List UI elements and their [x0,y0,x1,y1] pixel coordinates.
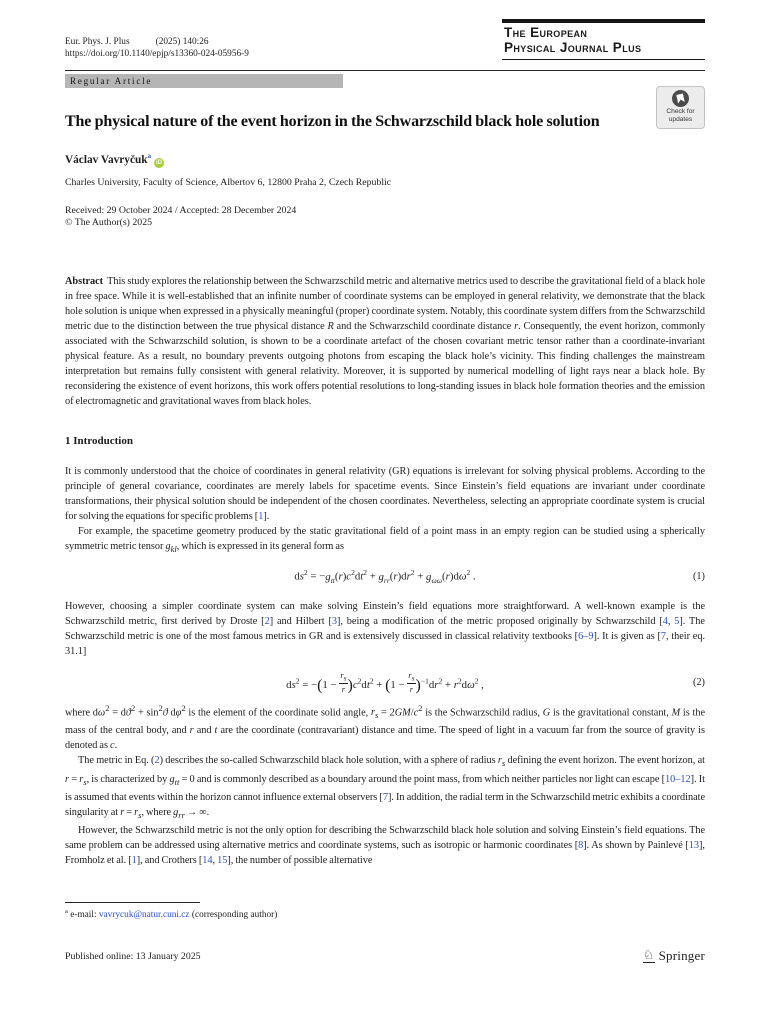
publisher-logo [643,948,705,964]
body-paragraph-3: However, choosing a simpler coordinate system can make solving Einstein’s field equations more straightforward. A well-known example is the Schwarzschild metric, first derived by Droste [2] and Hilbert [3], being a modification of the metric proposed originally by Schwarzschild [4, 5]. The Schwarzschild metric is one of the most famous metrics in GR and is extensively discussed in classical relativity textbooks [6–9]. It is given as [7, their eq. 31.1] [65,600,706,657]
citation-link[interactable]: 14 [202,854,213,866]
citation-link[interactable]: 2 [264,615,270,627]
citation-link[interactable]: 10–12 [665,773,691,785]
body-paragraph-4: where $d\omega^2 = dϑ^2 + \sin^2ϑ$ $d\varphi^2$ is the element of the coordinate solid angle, $r_s = 2GM/c^2$ is the Schwarzschild radius, G is the gravitational constant, M is the mass of the central body, and r and t are the coordinate (contravariant) distance and time. The speed of light in a vacuum far from the source of gravity is denoted as c. [65,702,705,752]
citation-link[interactable]: 13 [688,839,700,851]
citation-link[interactable]: 6–9 [578,630,594,642]
section-heading-introduction: 1 Introduction [65,435,133,447]
citation-link[interactable]: 7 [660,630,667,642]
published-online: Published online: 13 January 2025 [65,950,201,962]
journal-citation [65,36,249,60]
abstract-label: Abstract [65,276,104,287]
article-type-bar: Regular Article [65,74,343,88]
intro-paragraph-1: It is commonly understood that the choice of coordinates in general relativity (GR) equations is irrelevant for solving physical problems. According to the principle of general covariance, coordinates are merely labels for spacetime events. Since Einstein’s field equations are invariant under coordinate transformations, their physical solution should be independent of the chosen coordinates. Nevertheless, selecting an appropriate coordinate system is crucial for solving the equations for specific problems [1]. [65,466,705,522]
footnote-rule [65,902,200,903]
page-footer [65,948,705,964]
publisher-name: Springer [658,948,705,963]
equation-2-number: (2) [692,677,705,689]
citation-link[interactable]: 1 [258,511,264,522]
body-paragraph-5: The metric in Eq. (2) describes the so-called Schwarzschild black hole solution, with a sphere of radius $r_s$ defining the event horizon. The event horizon, at $r = r_s$, is characterized by $g_{tt} = 0$ and is commonly described as a boundary around the point mass, from which neither particles nor light can escape [10–12]. It is assumed that events within the horizon cannot influence external observers [7]. In addition, the radial term in the Schwarzschild metric exhibits a coordinate singularity at $r = r_s$, where $g_{rr}$ → ∞. [65,755,705,820]
footnote [65,908,277,920]
citation-link[interactable]: 1 [131,854,137,866]
journal-logo [502,19,705,60]
author-line [65,152,164,168]
citation-link[interactable]: 8 [578,839,584,851]
doi-text: https://doi.org/10.1140/epjp/s13360-024-05956-9 [65,49,249,59]
abstract-text: This study explores the relationship between the Schwarzschild metric and alternative metrics used to describe the gravitational field of a black hole in free space. While it is well-established that an infinite number of coordinate systems can be employed in general relativity, we demonstrate that the black hole solution is unique when expressed in a physically meaningful (proper) coordinate system. Notably, this coordinate system differs from the Schwarzschild metric due to the distinction between the true physical distance R and the Schwarzschild coordinate distance r. Consequently, the event horizon, commonly associated with the Schwarzschild solution, is shown to be a coordinate artefact of the chosen covariant metric tensor rather than a coordinate-invariant physical feature. As a result, no boundary prevents outgoing photons from escaping the black hole’s vicinity. This finding challenges the mainstream interpretation but remains fully consistent with general relativity. Moreover, it is supported by numerical modelling of light rays near a black hole. By reconsidering the existence of event horizons, this work offers potential resolutions to long-standing issues in black hole formation theories and the emission of electromagnetic and gravitational waves from black holes. [65,276,706,407]
journal-logo-line1: The European [504,25,588,40]
body-paragraph-6: However, the Schwarzschild metric is not the only option for describing the Schwarzschild black hole solution and solving Einstein’s field equations. The same problem can be addressed using alternative metrics and coordinate systems, such as isotropic or harmonic coordinates [8]. As shown by Painlevé [13], Fromholz et al. [1], and Crothers [14, 15], the number of possible alternative [65,824,705,866]
main-text [65,274,705,868]
citation-link[interactable]: 15 [217,854,228,866]
received-accepted: Received: 29 October 2024 / Accepted: 28 December 2024 [65,205,297,216]
check-badge-line1: Check for [666,108,695,115]
paper-title: The physical nature of the event horizon in the Schwarzschild black hole solution [65,113,600,130]
equation-1-body: $ds^2 = -g_{tt}(r)c^2dt^2 + g_{rr}(r)dr^2 + g_{\omega\omega}(r)d\omega^2$ . [294,568,476,585]
citation-link[interactable]: 4 [662,615,668,627]
author-affiliation-marker: a [147,152,152,160]
abstract [65,274,705,409]
footnote-text: e-mail: vavrycuk@natur.cuni.cz (corresponding author) [70,910,278,921]
journal-abbrev: Eur. Phys. J. Plus [65,37,130,47]
footnote-marker: a [65,908,68,915]
dates-block [65,205,296,228]
equation-1-number: (1) [692,570,705,582]
equation-2 [65,671,705,695]
orcid-icon[interactable]: iD [156,159,163,166]
citation-link[interactable]: 5 [674,615,680,627]
citation-link[interactable]: 3 [331,615,337,627]
citation-link[interactable]: 7 [382,791,388,803]
affiliation: Charles University, Faculty of Science, Albertov 6, 12800 Praha 2, Czech Republic [65,177,392,188]
copyright-line: © The Author(s) 2025 [65,216,152,228]
intro-paragraph-2: For example, the spacetime geometry produced by the static gravitational field of a point mass in an empty region can be studied using a spherically symmetric metric tensor $g_{kl}$, which is expressed in its general form as [65,526,705,555]
citation-link[interactable]: 2 [154,755,160,767]
check-badge-line2: updates [668,115,693,123]
author-name: Václav Vavryčuk [65,153,148,166]
email-link[interactable]: vavrycuk@natur.cuni.cz [98,910,190,921]
journal-ref-line [65,36,249,48]
equation-2-body: $ds^2 = -(1$ − $\frac{r_s}{r}$ )$c^2dt^2 + (1$ − $\frac{r_s}{r}$ )$^{-1}dr^2 + r^2d\omega^2$ , [286,669,484,694]
equation-1 [65,568,705,585]
check-updates-icon [672,90,689,107]
springer-horse-icon: ♘ [642,948,655,963]
journal-issue: (2025) 140:26 [155,37,209,47]
journal-logo-line2: Physical Journal Plus [504,39,642,55]
header-rule [65,70,705,71]
